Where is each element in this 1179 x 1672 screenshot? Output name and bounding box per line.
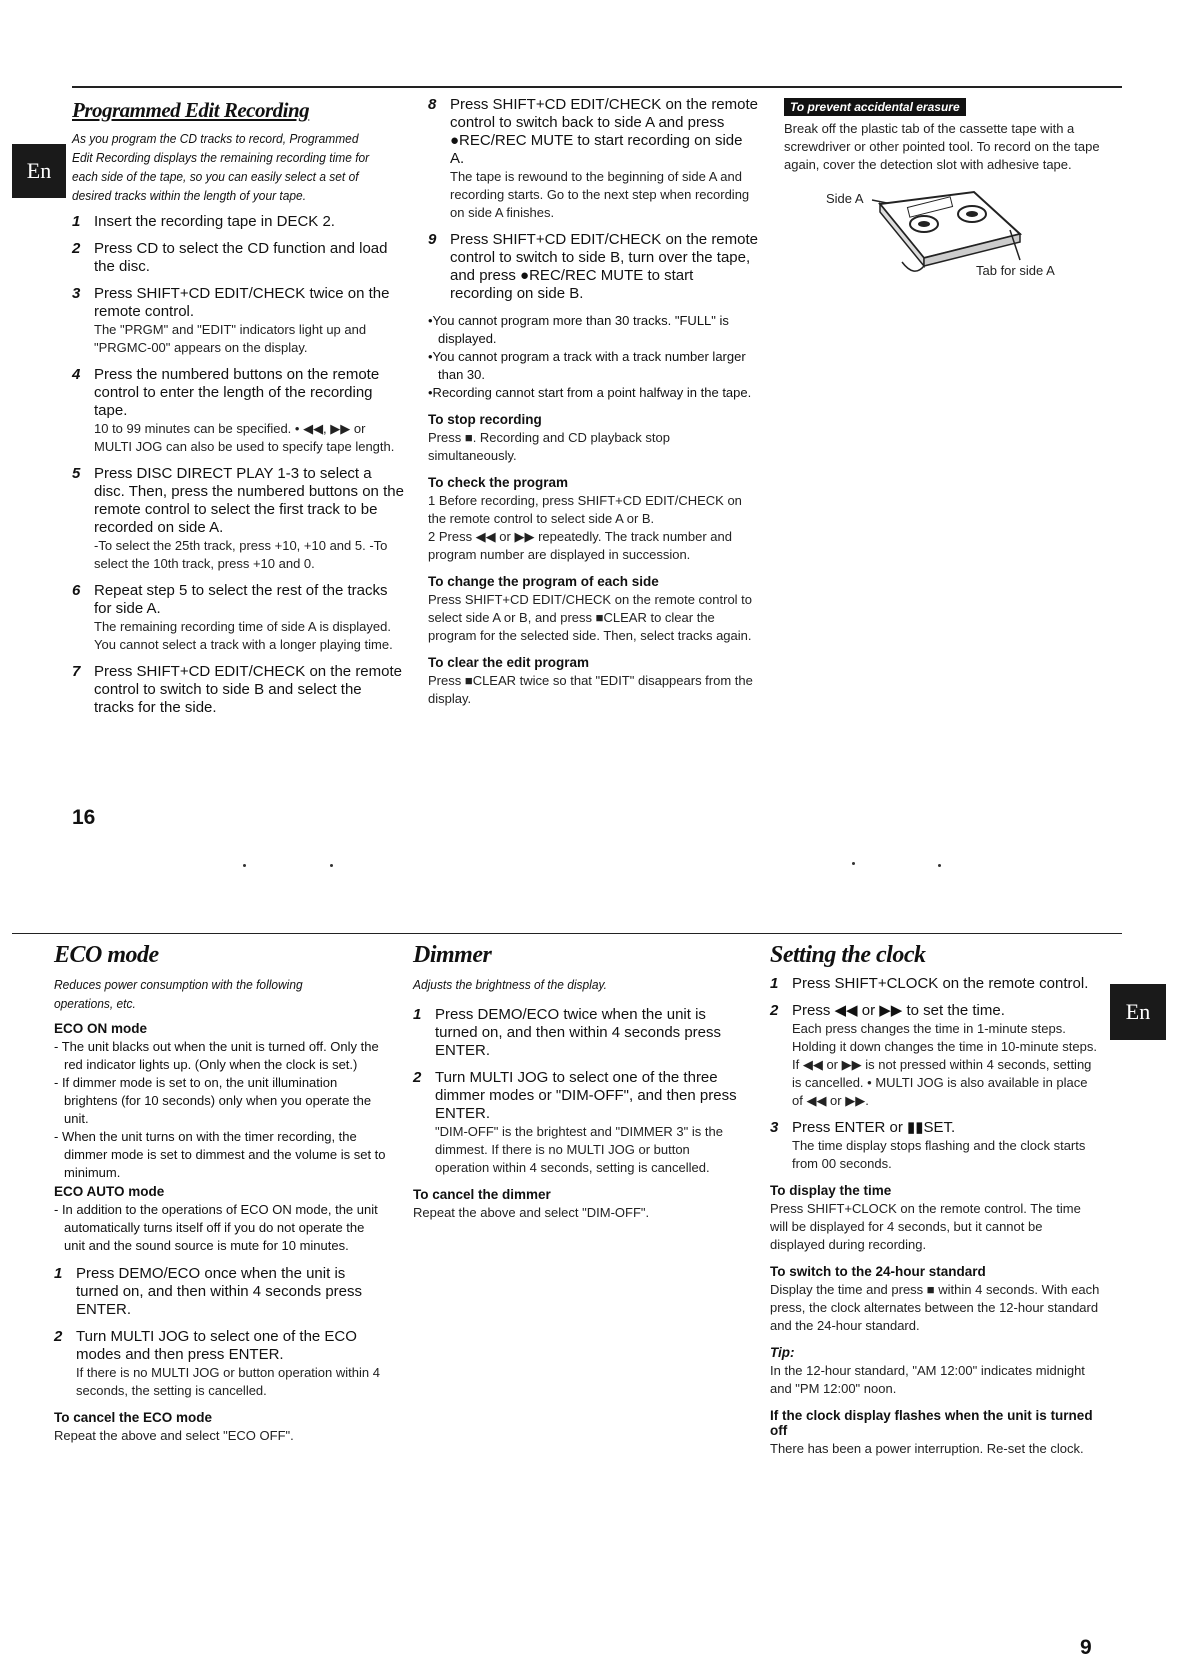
lang-badge-top: En — [12, 144, 66, 198]
list-item: - In addition to the operations of ECO ON mode, the unit automatically turns itself off if you do not operate the unit and the sound source is mute for 10 minutes. — [54, 1202, 378, 1253]
display-time-text: Press SHIFT+CLOCK on the remote control. The time will be displayed for 4 seconds, but it cannot be displayed during recording. — [770, 1201, 1081, 1252]
step-number: 6 — [72, 582, 81, 599]
switch-24h-text: Display the time and press ■ within 4 seconds. With each press, the clock alternates between the 12-hour standard and the 24-hour standard. — [770, 1282, 1100, 1333]
step-text: Turn MULTI JOG to select one of the ECO modes and then press ENTER. — [76, 1328, 357, 1363]
step-number: 1 — [770, 975, 779, 992]
clock-flash-text: There has been a power interruption. Re-set the clock. — [770, 1441, 1084, 1456]
label-side-a: Side A — [826, 191, 864, 206]
step-list — [413, 1006, 747, 1177]
step-text: Press SHIFT+CD EDIT/CHECK on the remote control to switch to side B and select the tracks for the side. — [94, 663, 402, 716]
step-number: 2 — [413, 1069, 422, 1086]
step-list — [770, 975, 1100, 1173]
step-body — [94, 663, 404, 717]
step-item — [770, 975, 1100, 993]
lang-badge-bottom: En — [1110, 984, 1166, 1040]
eco-on-heading: ECO ON mode — [54, 1021, 148, 1036]
step-item — [54, 1265, 388, 1319]
step-body — [450, 96, 758, 222]
erasure-prevention-column — [784, 98, 1120, 292]
section-title-clock: Setting the clock — [770, 942, 926, 968]
step-item — [428, 96, 758, 222]
step-text: Press ENTER or ▮▮SET. — [792, 1119, 956, 1136]
step-text: Press DEMO/ECO once when the unit is turned on, and then within 4 seconds press ENTER. — [76, 1265, 363, 1318]
top-rule — [72, 86, 1122, 88]
step-list — [72, 213, 404, 717]
scan-dot — [852, 862, 855, 865]
step-item — [72, 582, 404, 654]
step-body — [94, 213, 404, 231]
step-item — [413, 1069, 747, 1177]
step-note: The time display stops flashing and the clock starts from 00 seconds. — [792, 1138, 1086, 1171]
section-title-programmed-edit: Programmed Edit Recording — [72, 98, 310, 122]
step-text: Press SHIFT+CD EDIT/CHECK on the remote control to switch to side B, turn over the tape, and press ●REC/REC MUTE to start recording on side B. — [450, 231, 758, 302]
step-item — [770, 1119, 1100, 1173]
change-program-text: Press SHIFT+CD EDIT/CHECK on the remote control to select side A or B, and press ■CLEAR to clear the program for the selected side. Then, select tracks again. — [428, 592, 753, 643]
step-number: 8 — [428, 96, 437, 113]
step-number: 9 — [428, 231, 437, 248]
section-title-dimmer: Dimmer — [413, 942, 492, 968]
step-body — [792, 1119, 1100, 1173]
eco-cancel-heading: To cancel the ECO mode — [54, 1410, 213, 1425]
step-note: The tape is rewound to the beginning of side A and recording starts. Go to the next step when recording on side A finishes. — [450, 169, 750, 220]
step-text: Press DISC DIRECT PLAY 1-3 to select a disc. Then, press the numbered buttons on the remote control to select the first track to be recorded on side A. — [94, 465, 404, 536]
step-body — [76, 1328, 388, 1400]
step-item — [72, 366, 404, 456]
eco-intro: Reduces power consumption with the following operations, etc. — [54, 977, 303, 1011]
step-body — [94, 240, 404, 276]
dimmer-cancel-heading: To cancel the dimmer — [413, 1187, 551, 1202]
section-title-eco: ECO mode — [54, 942, 159, 968]
step-item — [72, 663, 404, 717]
step-item — [72, 213, 404, 231]
step-text: Turn MULTI JOG to select one of the three dimmer modes or "DIM-OFF", and then press ENTER. — [435, 1069, 737, 1122]
step-body — [94, 582, 404, 654]
programmed-edit-column — [72, 98, 404, 726]
switch-24h-heading: To switch to the 24-hour standard — [770, 1264, 986, 1279]
step-item — [54, 1328, 388, 1400]
step-number: 2 — [770, 1002, 779, 1019]
step-text: Press SHIFT+CD EDIT/CHECK twice on the remote control. — [94, 285, 390, 320]
cassette-illustration — [784, 182, 1120, 292]
eco-auto-heading: ECO AUTO mode — [54, 1184, 165, 1199]
step-text: Insert the recording tape in DECK 2. — [94, 213, 335, 230]
step-item — [413, 1006, 747, 1060]
step-note: If there is no MULTI JOG or button operation within 4 seconds, the setting is cancelled. — [76, 1365, 380, 1398]
list-item: •Recording cannot start from a point halfway in the tape. — [428, 385, 752, 400]
step-note: 10 to 99 minutes can be specified. • ◀◀, ▶▶ or MULTI JOG can also be used to specify tape length. — [94, 421, 395, 454]
step-list — [54, 1265, 388, 1400]
step-number: 1 — [72, 213, 81, 230]
list-item: - The unit blacks out when the unit is turned off. Only the red indicator lights up. (Only when the clock is set.) — [54, 1039, 379, 1072]
step-text: Press SHIFT+CLOCK on the remote control. — [792, 975, 1089, 992]
page-number-top: 16 — [72, 806, 96, 829]
step-body — [792, 1002, 1100, 1110]
step-body — [94, 285, 404, 357]
tip-heading: Tip: — [770, 1345, 795, 1360]
section-intro: As you program the CD tracks to record, Programmed Edit Recording displays the remaining recording time for each side of the tape, so you can easily select a set of desired tracks within the length of your tape. — [72, 131, 370, 203]
page-number-bottom: 9 — [1080, 1636, 1092, 1659]
scan-dot — [243, 864, 246, 867]
clear-program-text: Press ■CLEAR twice so that "EDIT" disappears from the display. — [428, 673, 753, 706]
dimmer-column — [413, 942, 747, 1222]
stop-recording-text: Press ■. Recording and CD playback stop simultaneously. — [428, 430, 670, 463]
step-number: 3 — [770, 1119, 779, 1136]
step-note: "DIM-OFF" is the brightest and "DIMMER 3" is the dimmest. If there is no MULTI JOG or button operation within 4 seconds, setting is cancelled. — [435, 1124, 723, 1175]
label-tab-side-a: Tab for side A — [976, 263, 1055, 278]
eco-cancel-text: Repeat the above and select "ECO OFF". — [54, 1428, 294, 1443]
step-text: Press SHIFT+CD EDIT/CHECK on the remote control to switch back to side A and press ●REC/REC MUTE to start recording on side A. — [450, 96, 758, 167]
dimmer-cancel-text: Repeat the above and select "DIM-OFF". — [413, 1205, 650, 1220]
step-note: -To select the 25th track, press +10, +10 and 5. -To select the 10th track, press +10 and 0. — [94, 538, 388, 571]
change-program-heading: To change the program of each side — [428, 574, 659, 589]
step-number: 1 — [54, 1265, 63, 1282]
eco-auto-list — [54, 1201, 388, 1255]
step-item — [428, 231, 758, 303]
step-body — [94, 465, 404, 573]
check-program-step-1: 1 Before recording, press SHIFT+CD EDIT/CHECK on the remote control to select side A or B. — [428, 493, 742, 526]
step-list — [428, 96, 758, 303]
step-body — [435, 1006, 747, 1060]
list-item: - When the unit turns on with the timer recording, the dimmer mode is set to dimmest and the volume is set to minimum. — [54, 1129, 386, 1180]
recording-steps-column — [428, 96, 758, 708]
list-item: - If dimmer mode is set to on, the unit illumination brightens (for 10 seconds) only when you operate the unit. — [54, 1075, 372, 1126]
step-number: 1 — [413, 1006, 422, 1023]
step-item — [770, 1002, 1100, 1110]
step-note: The "PRGM" and "EDIT" indicators light up and "PRGMC-00" appears on the display. — [94, 322, 367, 355]
eco-mode-column — [54, 942, 388, 1445]
stop-recording-heading: To stop recording — [428, 412, 542, 427]
check-program-heading: To check the program — [428, 475, 569, 490]
eco-on-list — [54, 1038, 388, 1182]
step-body — [792, 975, 1100, 993]
clear-program-heading: To clear the edit program — [428, 655, 590, 670]
step-text: Press CD to select the CD function and load the disc. — [94, 240, 388, 275]
erasure-text: Break off the plastic tab of the cassette tape with a screwdriver or other pointed tool. To record on the tape again, cover the detection slot with adhesive tape. — [784, 121, 1100, 172]
step-number: 4 — [72, 366, 81, 383]
step-number: 2 — [72, 240, 81, 257]
note-list — [428, 312, 758, 402]
bottom-rule — [12, 933, 1122, 934]
step-body — [94, 366, 404, 456]
step-text: Press DEMO/ECO twice when the unit is turned on, and then within 4 seconds press ENTER. — [435, 1006, 722, 1059]
step-text: Press ◀◀ or ▶▶ to set the time. — [792, 1002, 1005, 1019]
step-number: 5 — [72, 465, 81, 482]
step-item — [72, 465, 404, 573]
dimmer-intro: Adjusts the brightness of the display. — [413, 977, 607, 992]
step-text: Press the numbered buttons on the remote control to enter the length of the recording tape. — [94, 366, 380, 419]
step-number: 2 — [54, 1328, 63, 1345]
step-item — [72, 285, 404, 357]
display-time-heading: To display the time — [770, 1183, 892, 1198]
check-program-step-2: 2 Press ◀◀ or ▶▶ repeatedly. The track number and program number are displayed in succession. — [428, 529, 732, 562]
tip-text: In the 12-hour standard, "AM 12:00" indicates midnight and "PM 12:00" noon. — [770, 1363, 1085, 1396]
cassette-icon — [784, 182, 1120, 292]
list-item: •You cannot program a track with a track number larger than 30. — [428, 349, 746, 382]
erasure-tag: To prevent accidental erasure — [784, 98, 966, 116]
step-note: The remaining recording time of side A is displayed. You cannot select a track with a longer playing time. — [94, 619, 393, 652]
step-body — [76, 1265, 388, 1319]
step-item — [72, 240, 404, 276]
step-body — [450, 231, 758, 303]
list-item: •You cannot program more than 30 tracks. "FULL" is displayed. — [428, 313, 729, 346]
step-text: Repeat step 5 to select the rest of the tracks for side A. — [94, 582, 388, 617]
step-number: 7 — [72, 663, 81, 680]
clock-flash-heading: If the clock display flashes when the unit is turned off — [770, 1408, 1093, 1438]
scan-dot — [330, 864, 333, 867]
scan-dot — [938, 864, 941, 867]
step-note: Each press changes the time in 1-minute steps. Holding it down changes the time in 10-minute steps. If ◀◀ or ▶▶ is not pressed within 4 seconds, setting is cancelled. • MULTI JOG is also available in place of ◀◀ or ▶▶. — [792, 1021, 1097, 1108]
clock-column — [770, 942, 1100, 1458]
step-number: 3 — [72, 285, 81, 302]
step-body — [435, 1069, 747, 1177]
